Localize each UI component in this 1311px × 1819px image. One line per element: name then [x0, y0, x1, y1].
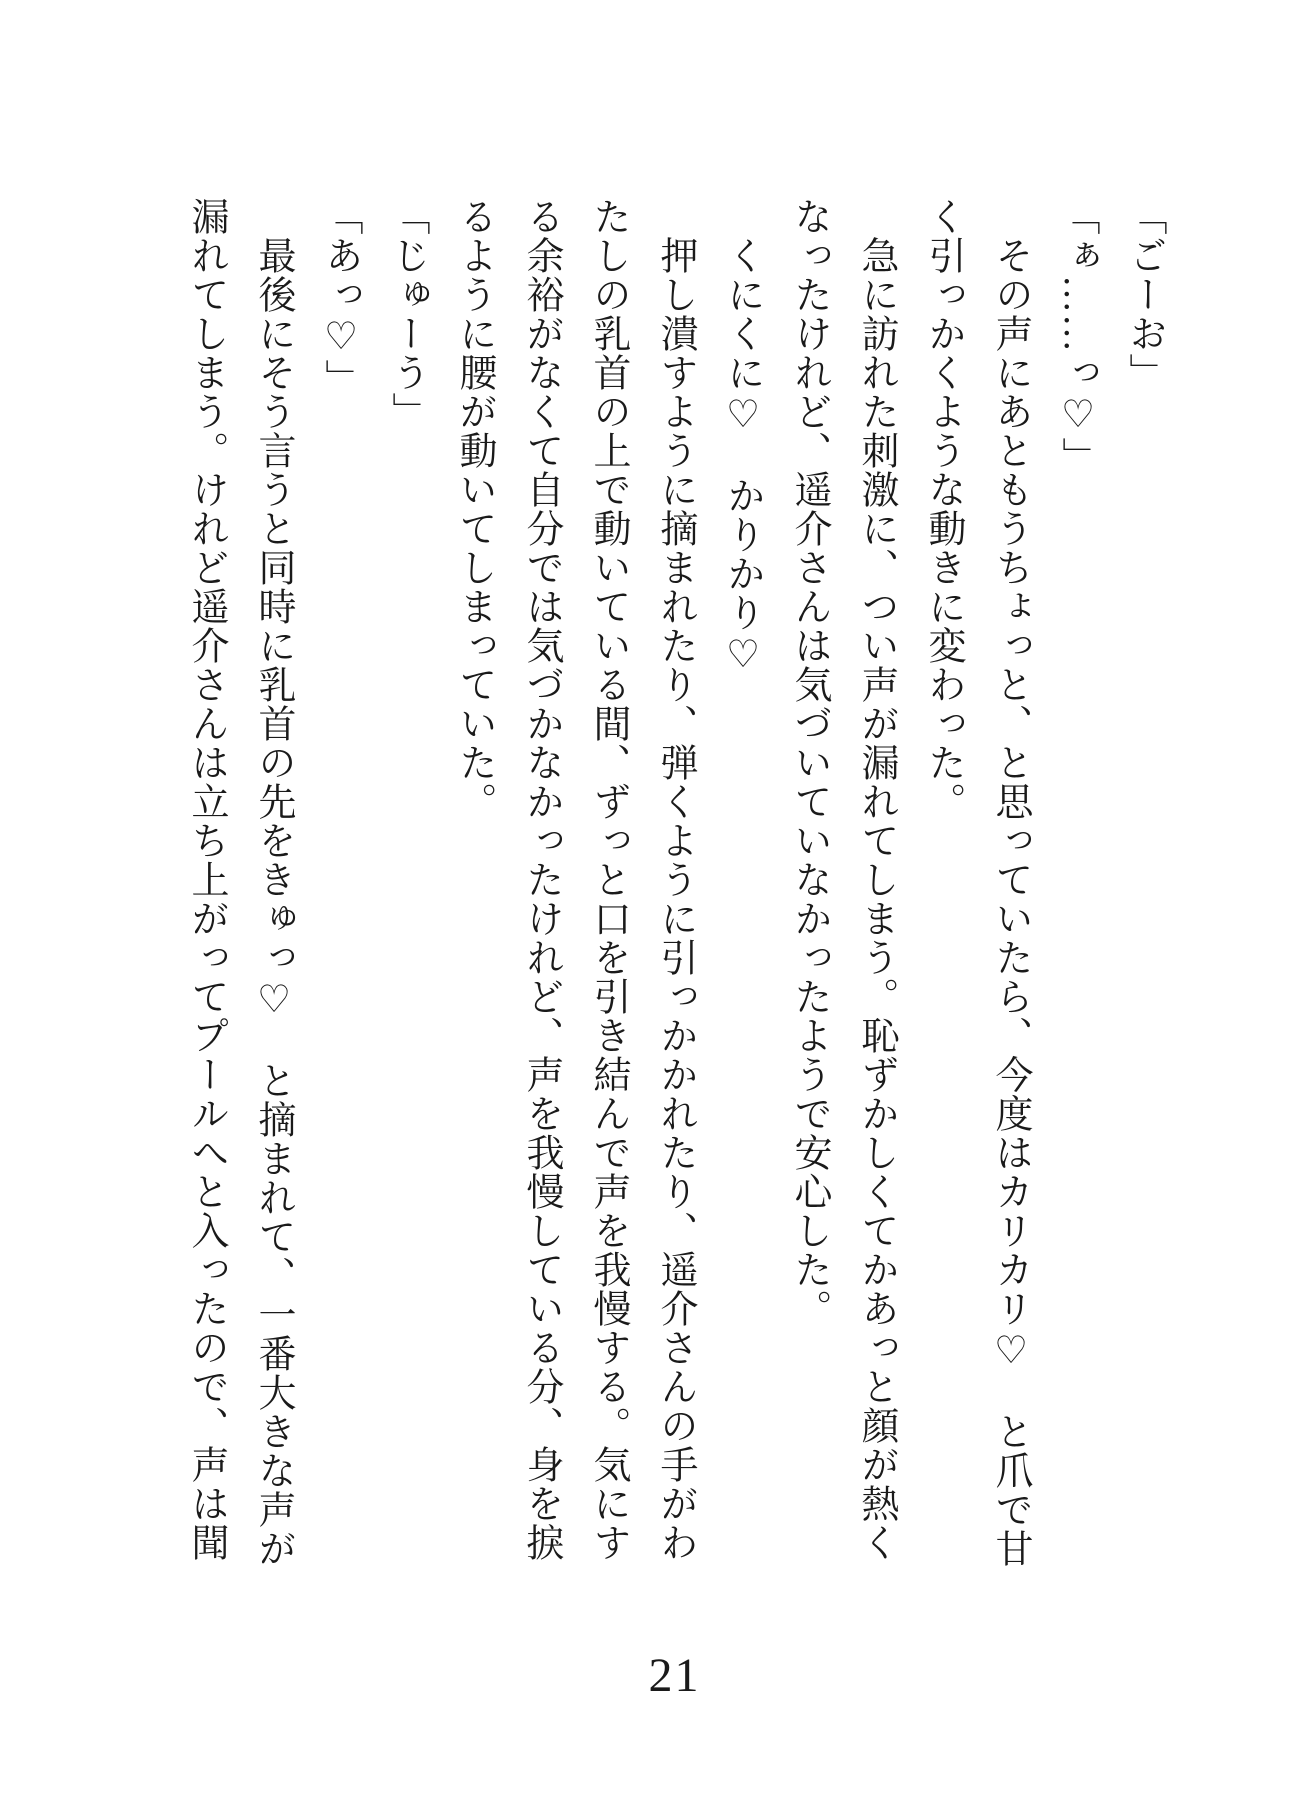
text-line: る余裕がなくて自分では気づかなかったけれど、声を我慢している分、身を捩 — [520, 197, 562, 1562]
text-line: く引っかくような動きに変わった。 — [922, 197, 964, 821]
text-line: 「ぁ……っ♡」 — [1056, 197, 1098, 476]
text-line: その声にあともうちょっと、と思っていたら、今度はカリカリ♡ と爪で甘 — [989, 197, 1031, 1568]
text-line: 「あっ♡」 — [319, 197, 361, 398]
text-line: 押し潰すように摘まれたり、弾くように引っかかれたり、遥介さんの手がわ — [654, 197, 696, 1562]
page-number: 21 — [648, 1649, 701, 1702]
vertical-text-block — [172, 197, 1177, 1697]
text-line: たしの乳首の上で動いている間、ずっと口を引き結んで声を我慢する。気にす — [587, 197, 629, 1562]
text-line: 最後にそう言うと同時に乳首の先をきゅっ♡ と摘まれて、一番大きな声が — [252, 197, 294, 1568]
text-line: くにくに♡ かりかり♡ — [721, 197, 763, 677]
text-line: 漏れてしまう。けれど遥介さんは立ち上がってプールへと入ったので、声は聞 — [185, 197, 227, 1562]
text-line: なったけれど、遥介さんは気づいていなかったようで安心した。 — [788, 197, 830, 1328]
text-line: 「ごーお」 — [1123, 197, 1165, 392]
text-line: 急に訪れた刺激に、つい声が漏れてしまう。恥ずかしくてかあっと顔が熱く — [855, 197, 897, 1562]
text-line: 「じゅーう」 — [386, 197, 428, 431]
text-line: るように腰が動いてしまっていた。 — [453, 197, 495, 821]
